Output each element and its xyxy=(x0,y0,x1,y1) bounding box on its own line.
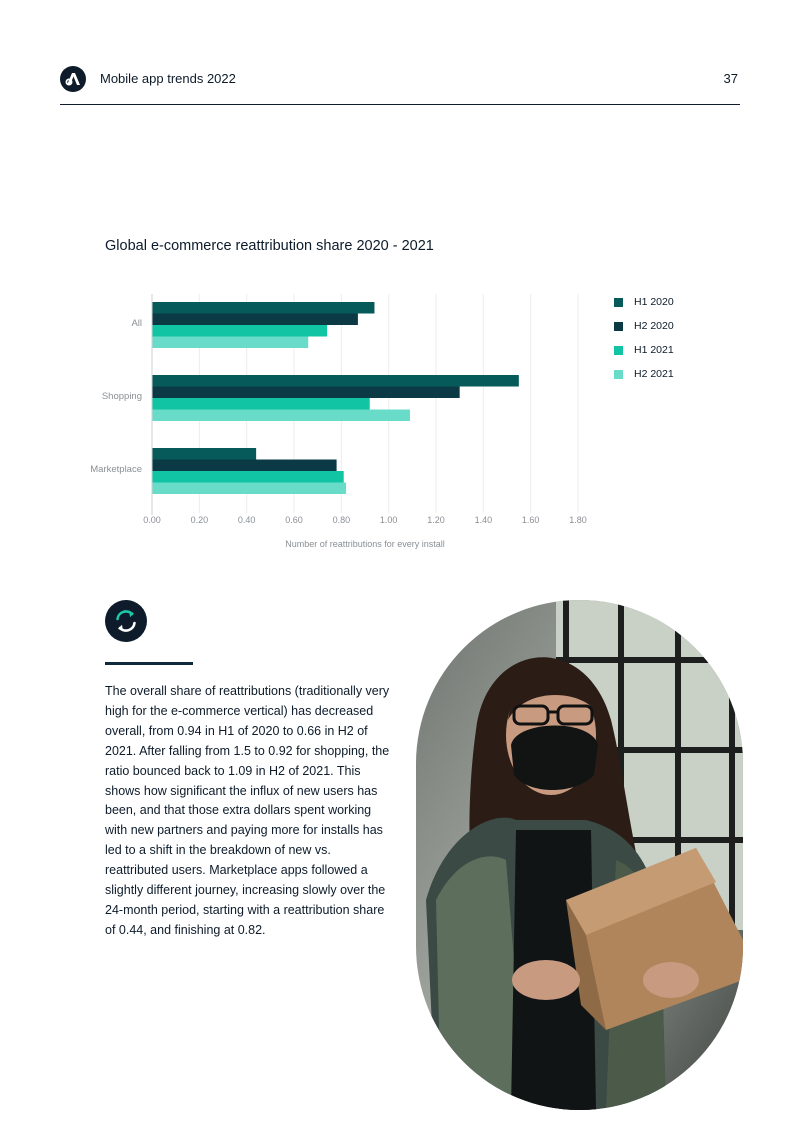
bar xyxy=(152,483,346,495)
legend-swatch xyxy=(614,370,623,379)
bar xyxy=(152,398,370,410)
category-label: Marketplace xyxy=(90,464,142,475)
bar xyxy=(152,325,327,337)
bar xyxy=(152,460,337,472)
legend-label: H1 2021 xyxy=(634,344,674,356)
legend-swatch xyxy=(614,346,623,355)
legend-label: H2 2020 xyxy=(634,320,674,332)
section-divider xyxy=(105,662,193,665)
chart-title: Global e-commerce reattribution share 2020 - 2021 xyxy=(105,238,434,254)
bar xyxy=(152,410,410,422)
document-title: Mobile app trends 2022 xyxy=(100,71,236,86)
bar xyxy=(152,337,308,349)
x-tick-label: 1.40 xyxy=(474,515,493,525)
header-divider xyxy=(60,104,740,105)
bar xyxy=(152,375,519,387)
legend-label: H1 2020 xyxy=(634,296,674,308)
x-axis-label: Number of reattributions for every install xyxy=(285,539,445,549)
body-paragraph: The overall share of reattributions (traditionally very high for the e-commerce vertical) has decreased overall, from 0.94 in H1 of 2020 to 0.66 in H2 of 2021. After falling from 1.5 to 0.92 for shopping, the ratio bounced back to 1.09 in H2 of 2021. This shows how significant the influx of new users has been, and that those extra dollars spent working with new partners and paying more for installs has led to a shift in the breakdown of new vs. reattributed users. Marketplace apps followed a slightly different journey, increasing slowly over the 24-month period, starting with a reattribution share of 0.44, and finishing at 0.82. xyxy=(105,684,390,937)
x-tick-label: 0.80 xyxy=(332,515,351,525)
x-tick-label: 0.00 xyxy=(143,515,161,525)
bar xyxy=(152,314,358,326)
x-tick-label: 1.20 xyxy=(427,515,445,525)
bar xyxy=(152,448,256,460)
bar-chart xyxy=(80,290,600,550)
x-tick-label: 1.00 xyxy=(379,515,398,525)
page-header xyxy=(60,66,740,94)
x-tick-label: 0.40 xyxy=(237,515,256,525)
bar xyxy=(152,471,344,483)
legend-label: H2 2021 xyxy=(634,368,674,380)
x-tick-label: 1.80 xyxy=(569,515,587,525)
category-label: Shopping xyxy=(101,391,142,402)
bar xyxy=(152,387,460,399)
x-tick-label: 0.60 xyxy=(285,515,303,525)
bar xyxy=(152,302,374,314)
page-number: 37 xyxy=(723,71,738,86)
x-tick-label: 0.20 xyxy=(190,515,209,525)
legend-swatch xyxy=(614,322,623,331)
x-tick-label: 1.60 xyxy=(521,515,540,525)
sync-icon xyxy=(105,600,147,642)
woman-with-package-photo xyxy=(416,600,743,1110)
adjust-logo-icon xyxy=(60,66,86,92)
category-label: All xyxy=(131,318,142,329)
legend-swatch xyxy=(614,298,623,307)
